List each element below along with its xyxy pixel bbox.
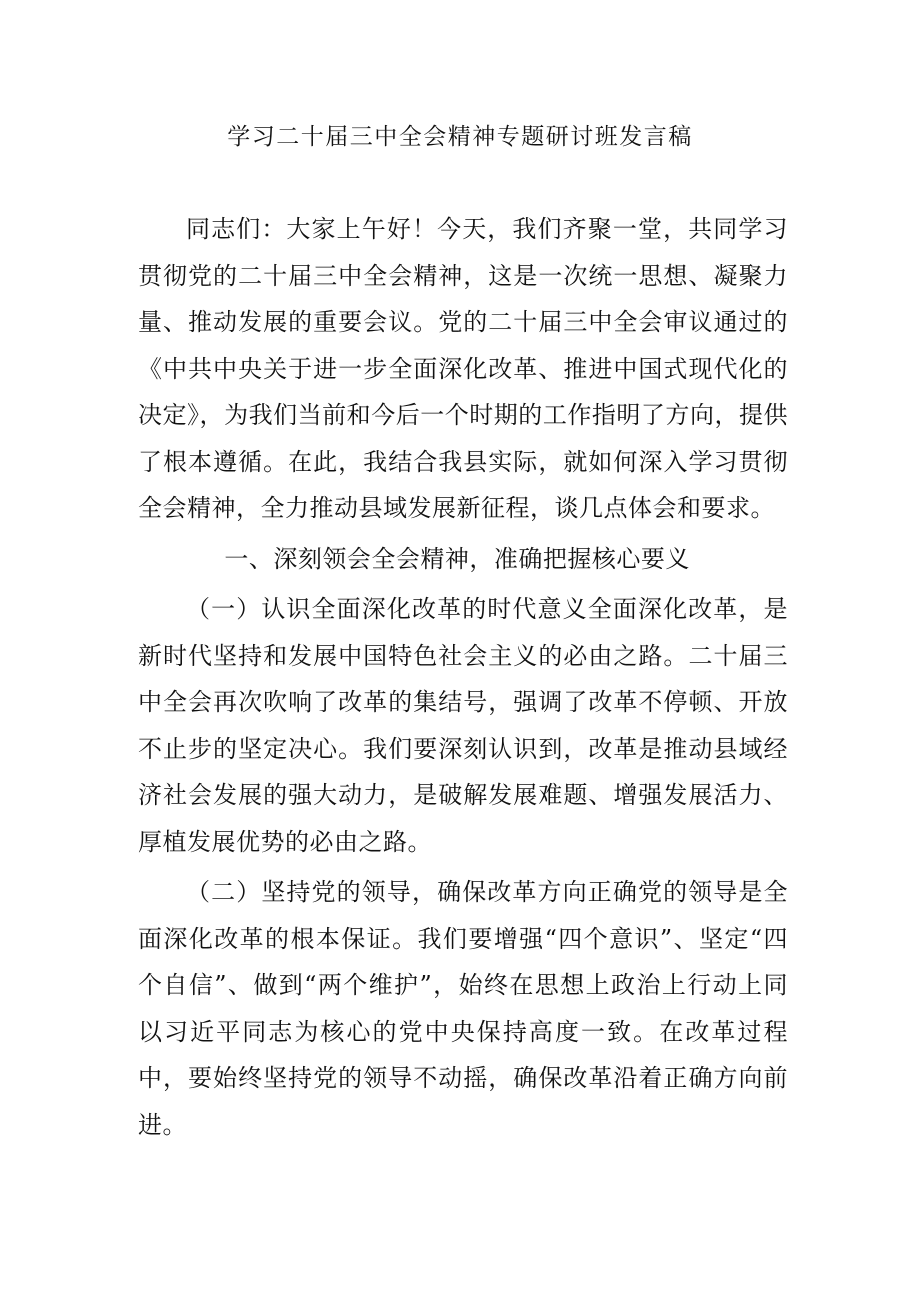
- subsection-paragraph-1: （一）认识全面深化改革的时代意义全面深化改革，是新时代坚持和发展中国特色社会主义的必由之路。二十届三中全会再次吹响了改革的集结号，强调了改革不停顿、开放不止步的坚定决心。我们要深刻认识到，改革是推动县域经济社会发展的强大动力，是破解发展难题、增强发展活力、厚植发展优势的必由之路。: [138, 595, 788, 856]
- document-body: [138, 206, 788, 1148]
- section-heading: 一、深刻领会全会精神，准确把握核心要义: [224, 544, 690, 573]
- opening-paragraph: 同志们：大家上午好！今天，我们齐聚一堂，共同学习贯彻党的二十届三中全会精神，这是一次统一思想、凝聚力量、推动发展的重要会议。党的二十届三中全会审议通过的《中共中央关于进一步全面深化改革、推进中国式现代化的决定》，为我们当前和今后一个时期的工作指明了方向，提供了根本遵循。在此，我结合我县实际，就如何深入学习贯彻全会精神，全力推动县域发展新征程，谈几点体会和要求。: [138, 215, 788, 522]
- document-title: 学习二十届三中全会精神专题研讨班发言稿: [227, 124, 693, 150]
- subsection-paragraph-2: （二）坚持党的领导，确保改革方向正确党的领导是全面深化改革的根本保证。我们要增强“四个意识”、坚定“四个自信”、做到“两个维护”，始终在思想上政治上行动上同以习近平同志为核心的党中央保持高度一致。在改革过程中，要始终坚持党的领导不动摇，确保改革沿着正确方向前进。: [138, 878, 788, 1139]
